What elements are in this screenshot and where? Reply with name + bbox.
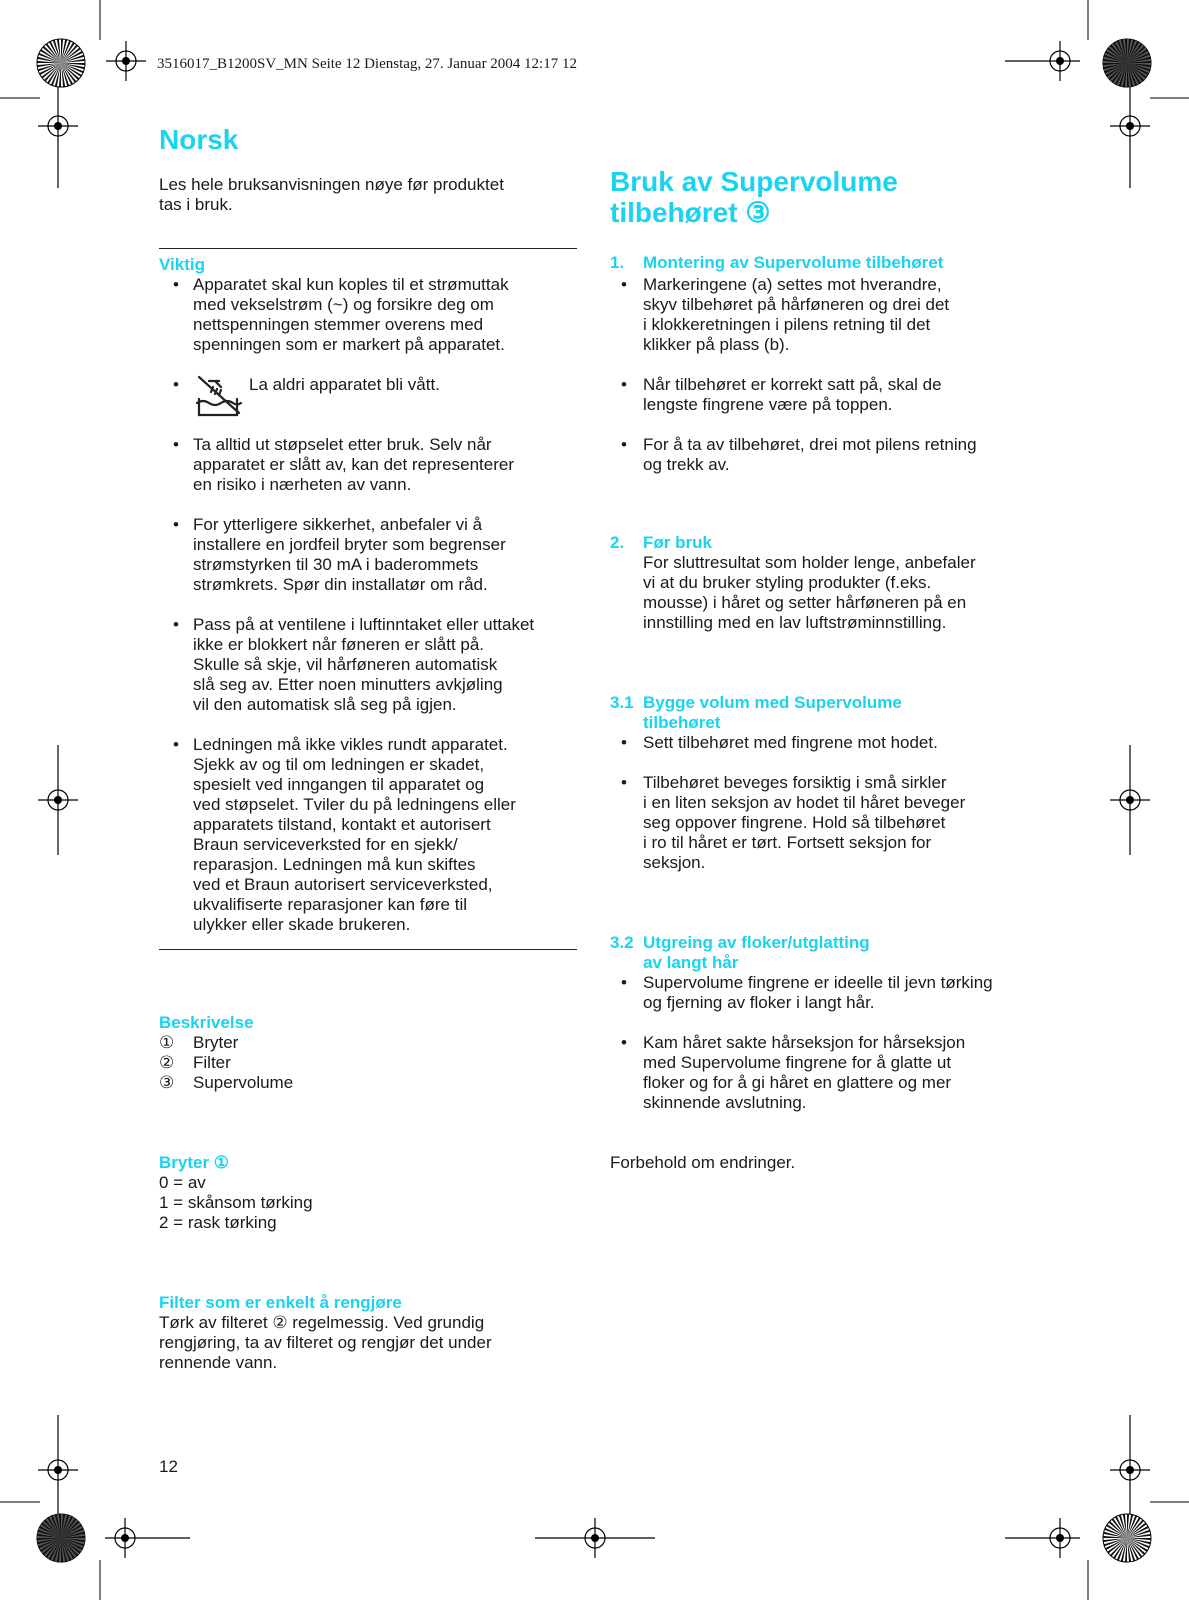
text-line: og fjerning av floker i langt hår.: [643, 993, 875, 1012]
text-line: Tilbehøret beveges forsiktig i små sirkler: [643, 773, 947, 792]
registration-mark-icon: [70, 1518, 190, 1558]
page-title: Norsk: [159, 124, 239, 155]
step-heading: [610, 933, 1030, 973]
list-item: [597, 375, 1037, 415]
bullet-icon: •: [173, 375, 179, 394]
list-item: [597, 1033, 1047, 1113]
step-title: av langt hår: [643, 953, 739, 972]
step-heading: [610, 533, 1030, 553]
text-line: skinnende avslutning.: [643, 1093, 807, 1112]
text-line: 2 = rask tørking: [159, 1213, 277, 1232]
divider: [159, 248, 577, 249]
step-title: Utgreing av floker/utglatting: [643, 933, 870, 952]
text-line: strømkrets. Spør din installatør om råd.: [193, 575, 488, 594]
bullet-icon: •: [173, 735, 179, 754]
list-item: [159, 1053, 559, 1073]
text-line: Ledningen må ikke vikles rundt apparatet.: [193, 735, 508, 754]
bullet-icon: •: [621, 1033, 627, 1052]
step-number: 1.: [610, 253, 625, 272]
text-line: ulykker eller skade brukeren.: [193, 915, 411, 934]
text-line: lengste fingrene være på toppen.: [643, 395, 893, 414]
list-item: [159, 1033, 559, 1053]
text-line: med Supervolume fingrene for å glatte ut: [643, 1053, 952, 1072]
section-heading-filter: Filter som er enkelt å rengjøre: [159, 1293, 402, 1312]
text-line: Skulle så skje, vil hårføneren automatisk: [193, 655, 498, 674]
text-line: Supervolume fingrene er ideelle til jevn tørking: [643, 973, 993, 992]
volume-list: [597, 733, 1037, 873]
circled-number: ③: [159, 1073, 175, 1092]
bullet-icon: •: [173, 435, 179, 454]
step-title: tilbehøret: [643, 713, 721, 732]
text-line: For ytterligere sikkerhet, anbefaler vi å: [193, 515, 483, 534]
starburst-target-icon: [36, 38, 86, 88]
text-line: rennende vann.: [159, 1353, 278, 1372]
text-line: For sluttresultat som holder lenge, anbefaler: [643, 553, 976, 572]
text-line: mousse) i håret og setter hårføneren på en: [643, 593, 967, 612]
intro-text: [159, 175, 579, 215]
text-line: For å ta av tilbehøret, drei mot pilens retning: [643, 435, 977, 454]
text-line: seksjon.: [643, 853, 706, 872]
list-item: [159, 435, 589, 495]
registration-mark-icon: [38, 78, 78, 198]
text-line: strømstyrken til 30 mA i baderommets: [193, 555, 479, 574]
text-line: floker og for å gi håret en glattere og mer: [643, 1073, 952, 1092]
text-line: i klokkeretningen i pilens retning til det: [643, 315, 931, 334]
text-line: La aldri apparatet bli vått.: [249, 375, 440, 394]
starburst-target-icon: [1102, 1513, 1152, 1563]
text-line: i ro til håret er tørt. Fortsett seksjon for: [643, 833, 932, 852]
text-line: Tørk av filteret ② regelmessig. Ved grundig: [159, 1313, 485, 1332]
step-heading: [610, 253, 1030, 273]
no-water-icon: [193, 373, 243, 421]
parts-list: [159, 1033, 559, 1093]
mounting-list: [597, 275, 1037, 475]
text-line: en risiko i nærheten av vann.: [193, 475, 412, 494]
text-line: i en liten seksjon av hodet til håret beveger: [643, 793, 966, 812]
list-item: [159, 1073, 559, 1093]
bullet-icon: •: [173, 275, 179, 294]
step-title: Montering av Supervolume tilbehøret: [643, 253, 944, 272]
bullet-icon: •: [621, 973, 627, 992]
starburst-target-icon: [1102, 38, 1152, 88]
registration-mark-icon: [106, 41, 146, 81]
bullet-icon: •: [621, 773, 627, 792]
bullet-icon: •: [621, 733, 627, 752]
closing-note: Forbehold om endringer.: [610, 1153, 796, 1172]
list-item: [159, 515, 589, 595]
page-number: 12: [159, 1457, 178, 1476]
text-line: Apparatet skal kun koples til et strømuttak: [193, 275, 509, 294]
registration-mark-icon: [38, 1415, 78, 1525]
text-line: vi at du bruker styling produkter (f.eks.: [643, 573, 932, 592]
list-item: [597, 435, 1037, 475]
text-line: spenningen som er markert på apparatet.: [193, 335, 505, 354]
step-title: Før bruk: [643, 533, 712, 552]
registration-mark-icon: [1110, 745, 1150, 855]
text-line: ved et Braun autorisert serviceverksted,: [193, 875, 493, 894]
text-line: apparatets tilstand, kontakt et autorisert: [193, 815, 491, 834]
text-line: seg oppover fingrene. Hold så tilbehøret: [643, 813, 946, 832]
list-item: [159, 615, 589, 715]
registration-mark-icon: [38, 745, 78, 855]
switch-settings: [159, 1173, 313, 1233]
text-line: apparatet er slått av, kan det representerer: [193, 455, 514, 474]
bullet-icon: •: [621, 375, 627, 394]
step-title: Bygge volum med Supervolume: [643, 693, 902, 712]
bullet-icon: •: [173, 515, 179, 534]
text-line: slå seg av. Etter noen minutters avkjøling: [193, 675, 503, 694]
list-item: [597, 973, 1047, 1013]
filter-text: [159, 1313, 492, 1373]
text-line: tas i bruk.: [159, 195, 233, 214]
before-use-text: [643, 553, 976, 633]
text-line: med vekselstrøm (~) og forsikre deg om: [193, 295, 494, 314]
circled-number: ②: [159, 1053, 175, 1072]
text-line: ved støpselet. Tviler du på ledningens eller: [193, 795, 516, 814]
text-line: 1 = skånsom tørking: [159, 1193, 313, 1212]
section-title: [610, 166, 898, 228]
list-item: [159, 375, 589, 435]
text-line: klikker på plass (b).: [643, 335, 790, 354]
text-line: reparasjon. Ledningen må kun skiftes: [193, 855, 476, 874]
text-line: og trekk av.: [643, 455, 730, 474]
text-line: ikke er blokkert når føneren er slått på.: [193, 635, 485, 654]
bullet-icon: •: [173, 615, 179, 634]
text-line: vil den automatisk slå seg på igjen.: [193, 695, 457, 714]
text-line: Les hele bruksanvisningen nøye før produktet: [159, 175, 504, 194]
text-line: Kam håret sakte hårseksjon for hårseksjon: [643, 1033, 966, 1052]
text-line: Når tilbehøret er korrekt satt på, skal de: [643, 375, 942, 394]
step-number: 3.2: [610, 933, 634, 952]
text-line: Markeringene (a) settes mot hverandre,: [643, 275, 942, 294]
registration-mark-icon: [1110, 78, 1150, 198]
bullet-icon: •: [621, 275, 627, 294]
text-line: Sett tilbehøret med fingrene mot hodet.: [643, 733, 938, 752]
circled-number: ①: [159, 1033, 175, 1052]
bullet-icon: •: [621, 435, 627, 454]
section-heading-beskrivelse: Beskrivelse: [159, 1013, 254, 1032]
text-line: spesielt ved inngangen til apparatet og: [193, 775, 485, 794]
part-label: Bryter: [193, 1033, 239, 1052]
section-heading-bryter: Bryter ①: [159, 1153, 230, 1172]
list-item: [159, 735, 589, 935]
starburst-target-icon: [36, 1513, 86, 1563]
part-label: Filter: [193, 1053, 231, 1072]
title-line: tilbehøret ③: [610, 197, 771, 228]
part-label: Supervolume: [193, 1073, 294, 1092]
list-item: [159, 275, 589, 355]
text-line: ukvalifiserte reparasjoner kan føre til: [193, 895, 468, 914]
section-heading-viktig: Viktig: [159, 255, 205, 274]
text-line: 0 = av: [159, 1173, 206, 1192]
text-line: rengjøring, ta av filteret og rengjør det under: [159, 1333, 492, 1352]
text-line: installere en jordfeil bryter som begrenser: [193, 535, 506, 554]
text-line: Sjekk av og til om ledningen er skadet,: [193, 755, 485, 774]
registration-mark-icon: [1110, 1415, 1150, 1525]
step-number: 2.: [610, 533, 625, 552]
detangle-list: [597, 973, 1047, 1113]
title-line: Bruk av Supervolume: [610, 166, 898, 197]
step-number: 3.1: [610, 693, 634, 712]
registration-mark-icon: [535, 1518, 655, 1558]
text-line: Braun serviceverksted for en sjekk/: [193, 835, 458, 854]
list-item: [597, 773, 1037, 873]
divider: [159, 949, 577, 950]
step-heading: [610, 693, 1030, 733]
print-slug: 3516017_B1200SV_MN Seite 12 Dienstag, 27. Januar 2004 12:17 12: [157, 56, 577, 72]
text-line: Pass på at ventilene i luftinntaket eller uttaket: [193, 615, 535, 634]
text-line: skyv tilbehøret på hårføneren og drei det: [643, 295, 950, 314]
list-item: [597, 275, 1037, 355]
text-line: innstilling med en lav luftstrøminnstilling.: [643, 613, 947, 632]
warnings-list: [159, 275, 589, 935]
list-item: [597, 733, 1037, 753]
text-line: Ta alltid ut støpselet etter bruk. Selv når: [193, 435, 492, 454]
text-line: nettspenningen stemmer overens med: [193, 315, 484, 334]
